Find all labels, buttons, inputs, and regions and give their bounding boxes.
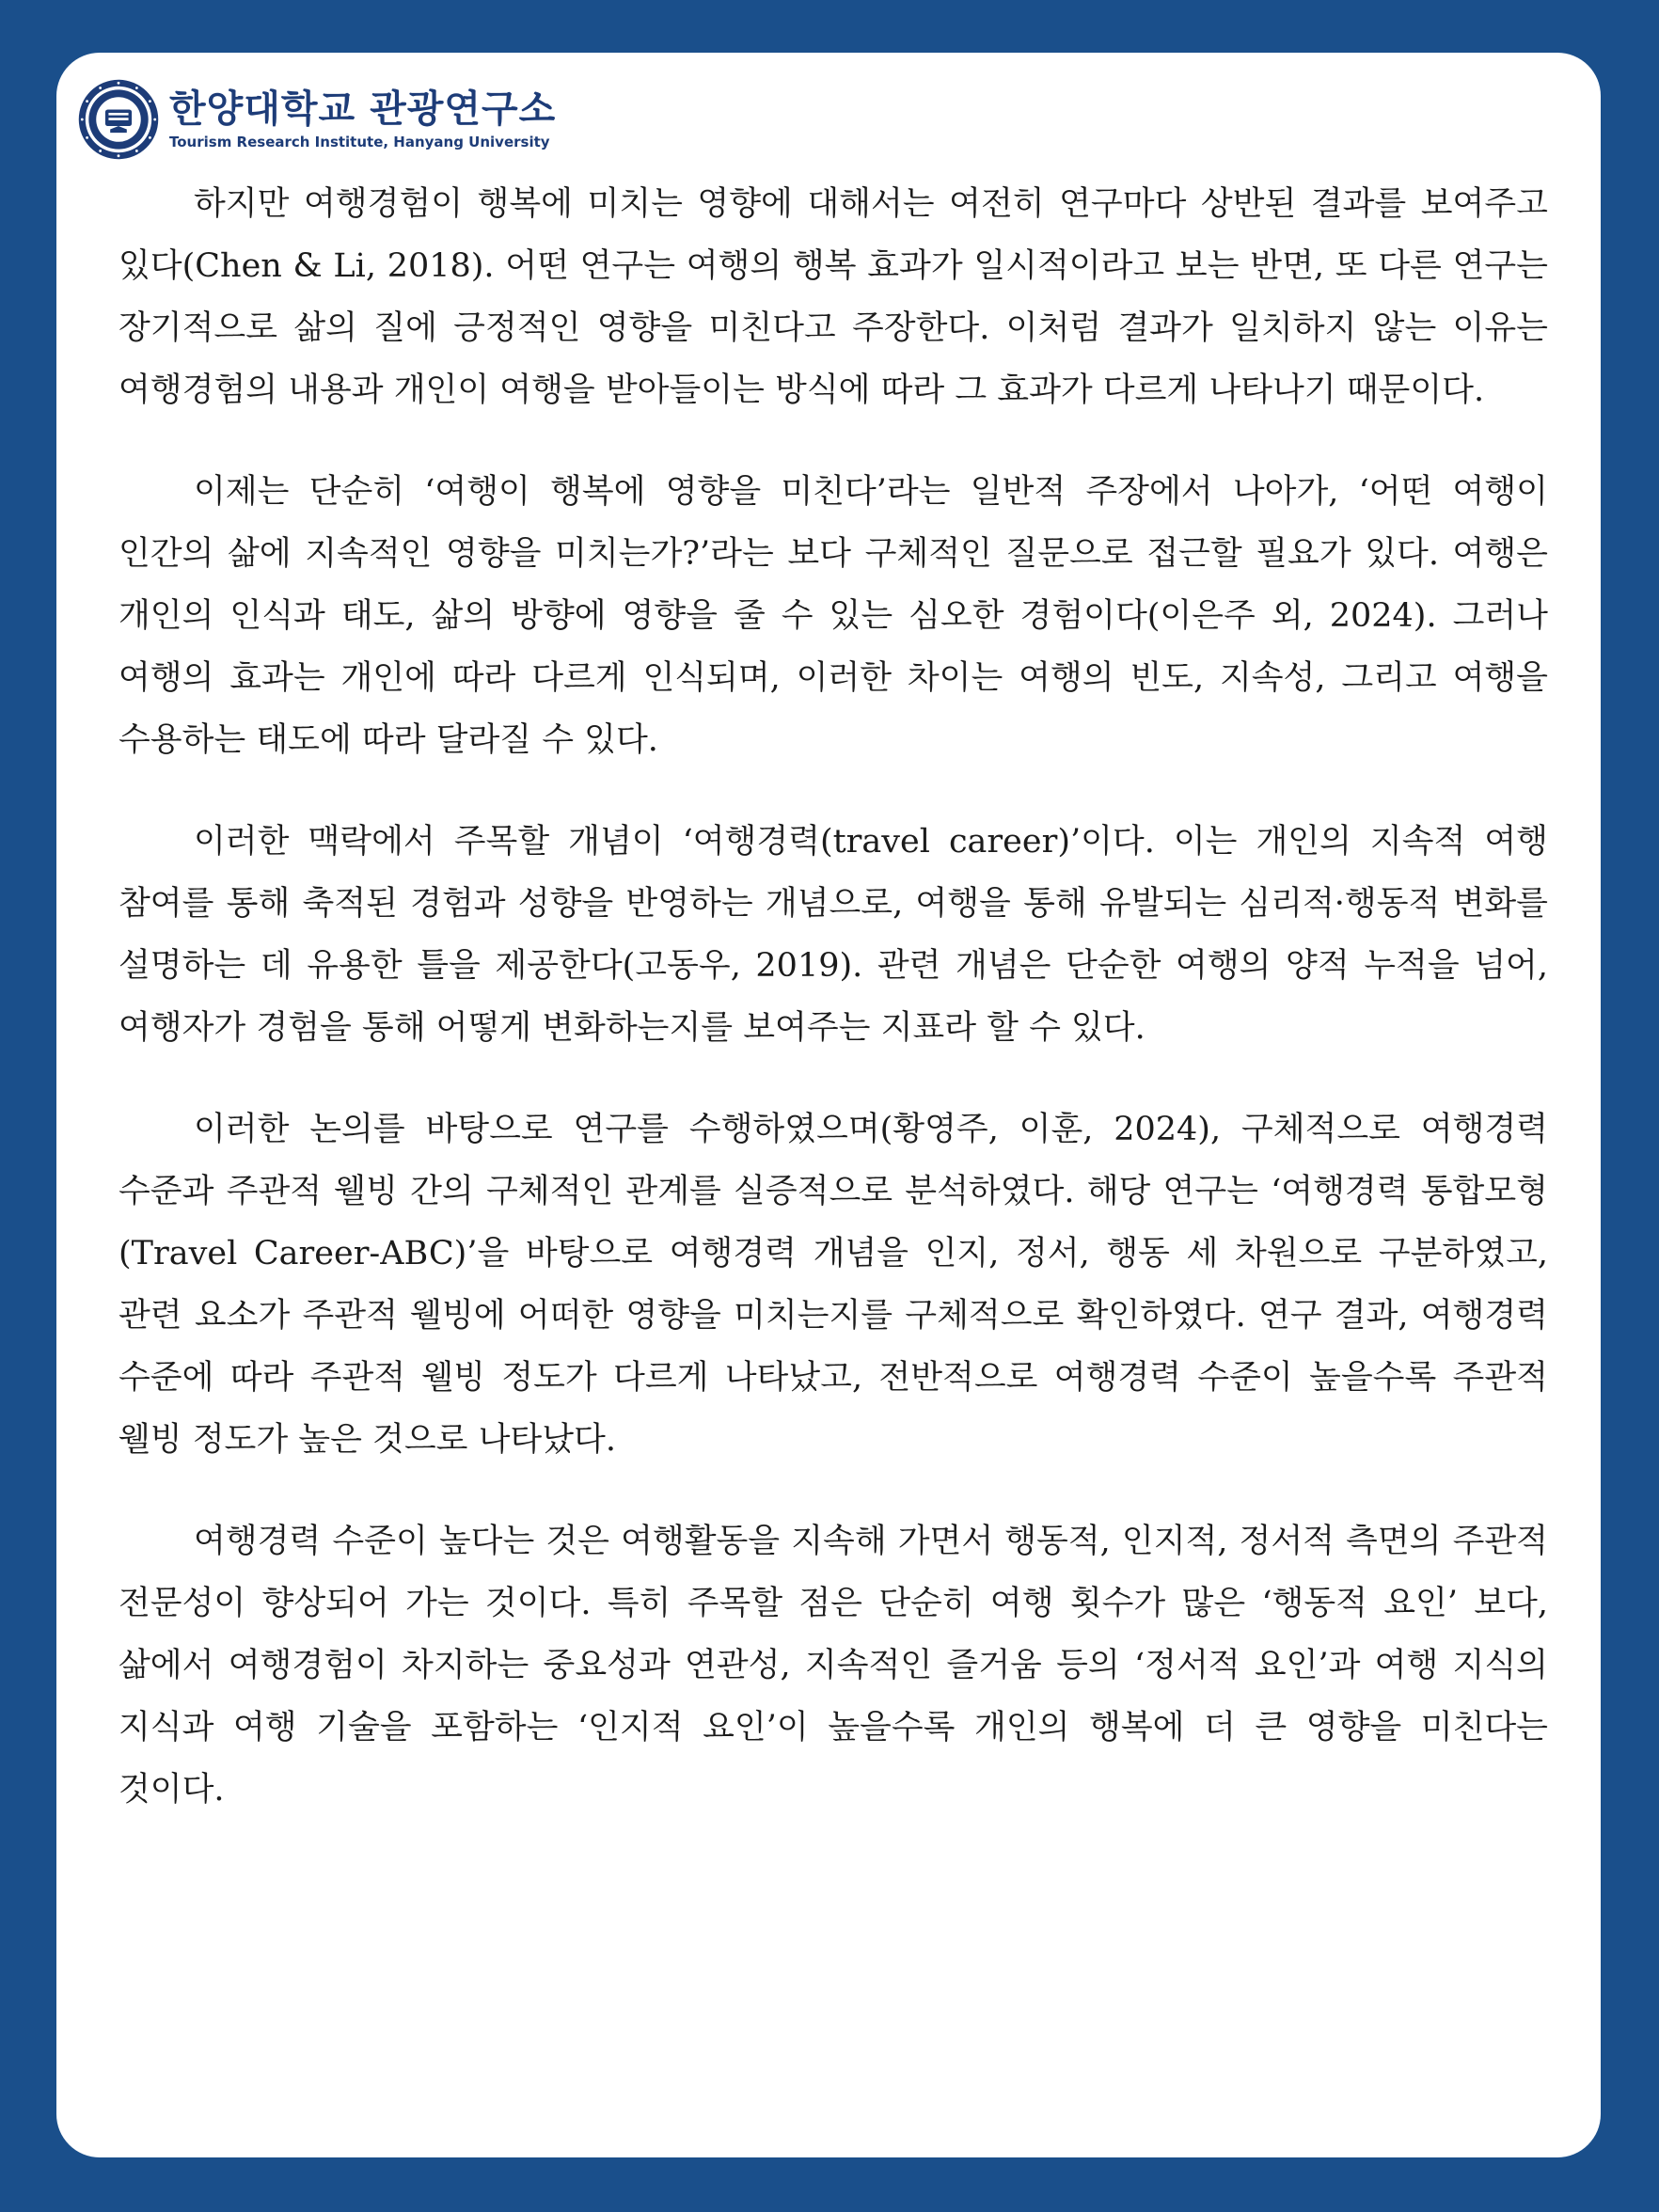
- paragraph-1: 하지만 여행경험이 행복에 미치는 영향에 대해서는 여전히 연구마다 상반된 결과를 보여주고 있다(Chen & Li, 2018). 어떤 연구는 여행의 행복 효과가 일시적이라고 보는 반면, 또 다른 연구는 장기적으로 삶의 질에 긍정적인 영향을 미친다고 주장한다. 이처럼 결과가 일치하지 않는 이유는 여행경험의 내용과 개인이 여행을 받아들이는 방식에 따라 그 효과가 다르게 나타나기 때문이다.: [118, 185, 1548, 409]
- paragraph-2: 이제는 단순히 ‘여행이 행복에 영향을 미친다’라는 일반적 주장에서 나아가, ‘어떤 여행이 인간의 삶에 지속적인 영향을 미치는가?’라는 보다 구체적인 질문으로 접근할 필요가 있다. 여행은 개인의 인식과 태도, 삶의 방향에 영향을 줄 수 있는 심오한 경험이다(이은주 외, 2024). 그러나 여행의 효과는 개인에 따라 다르게 인식되며, 이러한 차이는 여행의 빈도, 지속성, 그리고 여행을 수용하는 태도에 따라 달라질 수 있다.: [118, 473, 1548, 759]
- content-card: [56, 53, 1601, 2157]
- institute-brand: [169, 87, 556, 151]
- paragraph-4: 이러한 논의를 바탕으로 연구를 수행하였으며(황영주, 이훈, 2024), 구체적으로 여행경력 수준과 주관적 웰빙 간의 구체적인 관계를 실증적으로 분석하였다. 해당 연구는 ‘여행경력 통합모형(Travel Career-ABC)’을 바탕으로 여행경력 개념을 인지, 정서, 행동 세 차원으로 구분하였고, 관련 요소가 주관적 웰빙에 어떠한 영향을 미치는지를 구체적으로 확인하였다. 연구 결과, 여행경력 수준에 따라 주관적 웰빙 정도가 다르게 나타났고, 전반적으로 여행경력 수준이 높을수록 주관적 웰빙 정도가 높은 것으로 나타났다.: [118, 1111, 1548, 1459]
- paragraph-3: 이러한 맥락에서 주목할 개념이 ‘여행경력(travel career)’이다. 이는 개인의 지속적 여행 참여를 통해 축적된 경험과 성향을 반영하는 개념으로, 여행을 통해 유발되는 심리적·행동적 변화를 설명하는 데 유용한 틀을 제공한다(고동우, 2019). 관련 개념은 단순한 여행의 양적 누적을 넘어, 여행자가 경험을 통해 어떻게 변화하는지를 보여주는 지표라 할 수 있다.: [118, 823, 1548, 1047]
- institute-name-english: Tourism Research Institute, Hanyang University: [169, 134, 550, 150]
- institute-header: [77, 68, 556, 171]
- paragraph-5: 여행경력 수준이 높다는 것은 여행활동을 지속해 가면서 행동적, 인지적, 정서적 측면의 주관적 전문성이 향상되어 가는 것이다. 특히 주목할 점은 단순히 여행 횟수가 많은 ‘행동적 요인’ 보다, 삶에서 여행경험이 차지하는 중요성과 연관성, 지속적인 즐거움 등의 ‘정서적 요인’과 여행 지식의 지식과 여행 기술을 포함하는 ‘인지적 요인’이 높을수록 개인의 행복에 더 큰 영향을 미친다는 것이다.: [118, 1523, 1548, 1809]
- university-seal-icon: [77, 78, 160, 161]
- institute-name-korean: 한양대학교 관광연구소: [169, 87, 557, 131]
- article-body: [118, 173, 1548, 1821]
